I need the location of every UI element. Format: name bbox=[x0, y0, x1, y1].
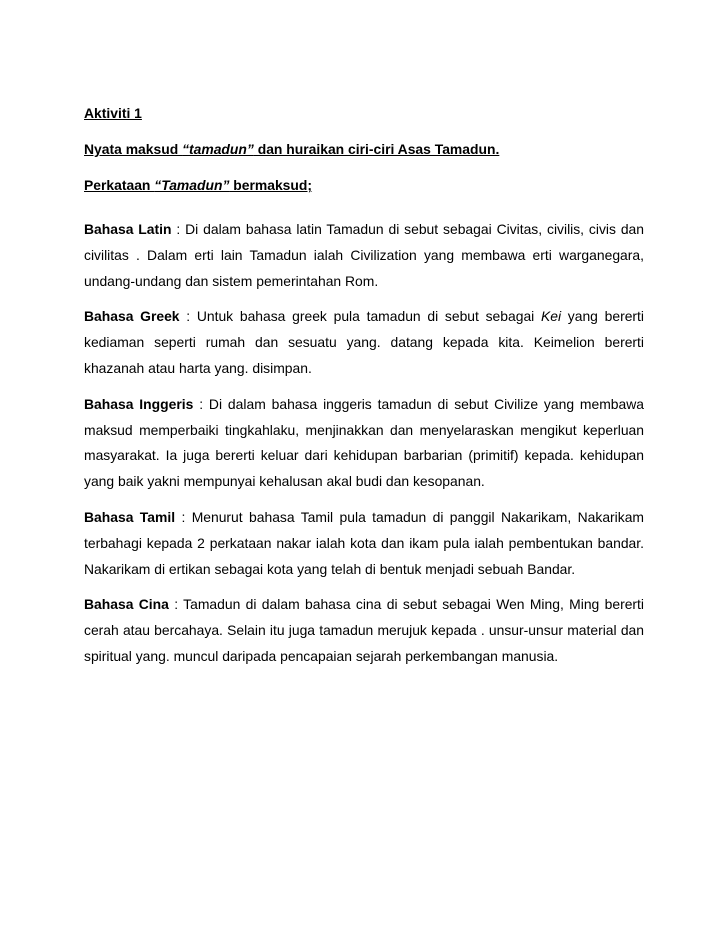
question-after: dan huraikan ciri-ciri Asas Tamadun. bbox=[253, 141, 500, 157]
question-term: “tamadun” bbox=[182, 141, 254, 157]
section-text: : Di dalam bahasa inggeris tamadun di sebut Civilize yang membawa maksud memperbaiki tingkahlaku, menjinakkan dan menyelaraskan mengikut keperluan masyarakat. Ia juga bererti keluar dari kehidupan barbarian (primitif) kepada. kehidupan yang baik yakni mempunyai kehalusan akal budi dan kesopanan. bbox=[84, 395, 644, 490]
definition-after: bermaksud; bbox=[229, 177, 313, 193]
section-italic-term: Kei bbox=[540, 308, 562, 325]
activity-title bbox=[84, 100, 644, 127]
question-before: Nyata maksud bbox=[84, 141, 183, 157]
document-page bbox=[84, 100, 644, 680]
section-greek bbox=[84, 304, 644, 381]
question-heading bbox=[84, 136, 644, 163]
section-term: Bahasa Tamil bbox=[84, 508, 176, 525]
section-text: : Menurut bahasa Tamil pula tamadun di panggil Nakarikam, Nakarikam terbahagi kepada 2 perkataan nakar ialah kota dan ikam pula ialah pembentukan bandar. Nakarikam di ertikan sebagai kota yang telah di bentuk menjadi sebuah Bandar. bbox=[84, 508, 644, 577]
section-term: Bahasa Greek bbox=[84, 308, 180, 325]
definition-before: Perkataan bbox=[84, 177, 155, 193]
section-text-before: : Untuk bahasa greek pula tamadun di sebut sebagai bbox=[179, 308, 541, 325]
section-text: : Di dalam bahasa latin Tamadun di sebut sebagai Civitas, civilis, civis dan civilitas . Dalam erti lain Tamadun ialah Civilization yang membawa erti warganegara, undang-undang dan sistem pemerintahan Rom. bbox=[84, 221, 644, 289]
definition-heading bbox=[84, 172, 644, 199]
definition-term: “Tamadun” bbox=[154, 177, 230, 193]
section-text-after: yang bererti kediaman seperti rumah dan sesuatu yang. datang kepada kita. Keimelion bererti khazanah atau harta yang. disimpan. bbox=[84, 308, 644, 376]
section-latin bbox=[84, 217, 644, 294]
section-term: Bahasa Cina bbox=[84, 596, 169, 613]
section-text: : Tamadun di dalam bahasa cina di sebut sebagai Wen Ming, Ming bererti cerah atau bercahaya. Selain itu juga tamadun merujuk kepada . unsur-unsur material dan spiritual yang. muncul daripada pencapaian sejarah perkembangan manusia. bbox=[84, 596, 644, 664]
section-term: Bahasa Inggeris bbox=[84, 395, 194, 412]
activity-title-text: Aktiviti 1 bbox=[84, 105, 142, 121]
section-cina bbox=[84, 592, 644, 669]
section-inggeris bbox=[84, 392, 644, 495]
section-term: Bahasa Latin bbox=[84, 221, 172, 237]
section-tamil bbox=[84, 505, 644, 582]
